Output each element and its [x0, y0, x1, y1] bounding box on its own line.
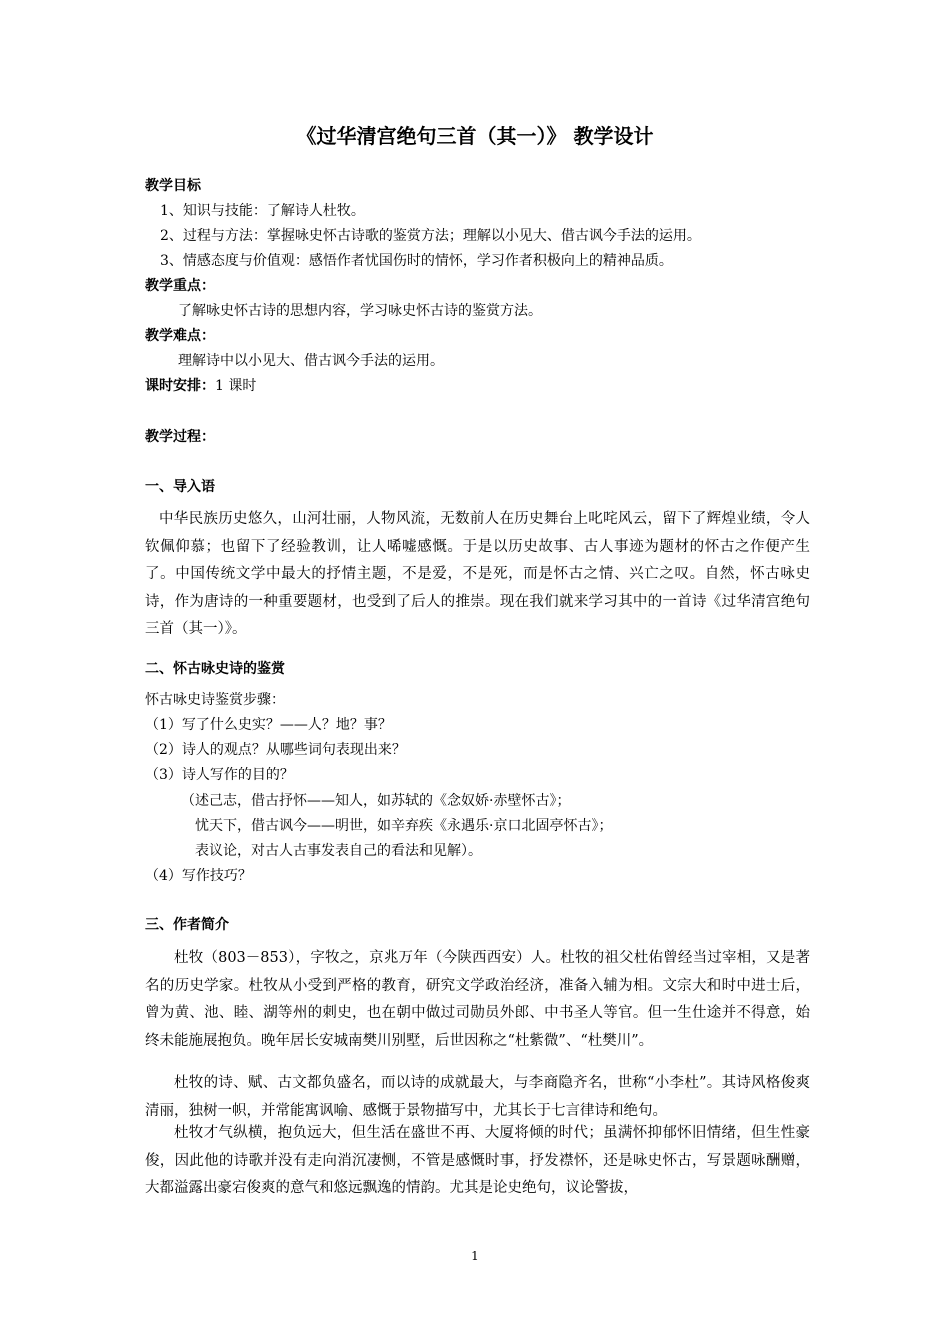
schedule-value: 1 课时 — [215, 378, 257, 394]
document-title: 《过华清宫绝句三首（其一）》 教学设计 — [296, 124, 654, 148]
section1-heading: 一、导入语 — [145, 479, 215, 495]
section2-heading: 二、怀古咏史诗的鉴赏 — [145, 661, 285, 677]
schedule-label: 课时安排： — [145, 378, 215, 394]
key-points-heading: 教学重点： — [145, 278, 215, 294]
intro-paragraph: 中华民族历史悠久，山河壮丽，人物风流，无数前人在历史舞台上叱咤风云，留下了辉煌业绩，令人钦佩仰慕；也留下了经验教训，让人唏嘘感慨。于是以历史故事、古人事迹为题材的怀古之作便产生了。中国传统文学中最大的抒情主题，不是爱，不是死，而是怀古之情、兴亡之叹。自然，怀古咏史诗，作为唐诗的一种重要题材，也受到了后人的推崇。现在我们就来学习其中的一首诗《过华清宫绝句三首（其一）》。 — [145, 511, 810, 637]
section3-heading: 三、作者简介 — [145, 917, 229, 933]
author-paragraph: 杜牧的诗、赋、古文都负盛名，而以诗的成就最大，与李商隐齐名，世称“小李杜”。其诗风格俊爽清丽，独树一帜，并常能寓讽喻、感慨于景物描写中，尤其长于七言律诗和绝句。 — [145, 1075, 810, 1119]
objective-item: 1、知识与技能：了解诗人杜牧。 — [160, 203, 365, 219]
process-heading: 教学过程： — [145, 429, 215, 445]
difficulties-heading: 教学难点： — [145, 328, 215, 344]
purpose-item: （述己志，借古抒怀——知人，如苏轼的《念奴娇·赤壁怀古》； — [181, 793, 571, 809]
author-paragraph: 杜牧（803－853），字牧之，京兆万年（今陕西西安）人。杜牧的祖父杜佑曾经当过宰相，又是著名的历史学家。杜牧从小受到严格的教育，研究文学政治经济，准备入辅为相。文宗大和时中进士后，曾为黄、池、睦、湖等州的刺史，也在朝中做过司勋员外郎、中书圣人等官。但一生仕途并不得意，始终未能施展抱负。晚年居长安城南樊川别墅，后世因称之“杜紫微”、“杜樊川”。 — [145, 950, 810, 1049]
appreciation-step: （3）诗人写作的目的？ — [145, 767, 294, 783]
key-points-text: 了解咏史怀古诗的思想内容，学习咏史怀古诗的鉴赏方法。 — [178, 303, 542, 319]
purpose-item: 表议论，对古人古事发表自己的看法和见解）。 — [195, 843, 482, 859]
page-number: 1 — [471, 1249, 479, 1263]
appreciation-intro: 怀古咏史诗鉴赏步骤： — [145, 692, 285, 708]
objective-item: 3、情感态度与价值观：感悟作者忧国伤时的情怀，学习作者积极向上的精神品质。 — [160, 253, 673, 269]
appreciation-step: （1）写了什么史实？——人？地？事？ — [145, 717, 392, 733]
difficulties-text: 理解诗中以小见大、借古讽今手法的运用。 — [178, 353, 444, 369]
author-paragraph: 杜牧才气纵横，抱负远大，但生活在盛世不再、大厦将倾的时代；虽满怀抑郁怀旧情绪，但生性豪俊，因此他的诗歌并没有走向消沉凄恻，不管是感慨时事，抒发襟怀，还是咏史怀古，写景题咏酬赠，大都溢露出豪宕俊爽的意气和悠远飘逸的情韵。尤其是论史绝句，议论警拔， — [145, 1125, 810, 1196]
schedule-line — [145, 376, 810, 396]
appreciation-step: （2）诗人的观点？从哪些词句表现出来？ — [145, 742, 406, 758]
appreciation-step: （4）写作技巧？ — [145, 868, 252, 884]
objective-item: 2、过程与方法：掌握咏史怀古诗歌的鉴赏方法；理解以小见大、借古讽今手法的运用。 — [160, 228, 701, 244]
purpose-item: 忧天下，借古讽今——明世，如辛弃疾《永遇乐·京口北固亭怀古》； — [195, 818, 613, 834]
objectives-heading: 教学目标 — [145, 178, 201, 194]
